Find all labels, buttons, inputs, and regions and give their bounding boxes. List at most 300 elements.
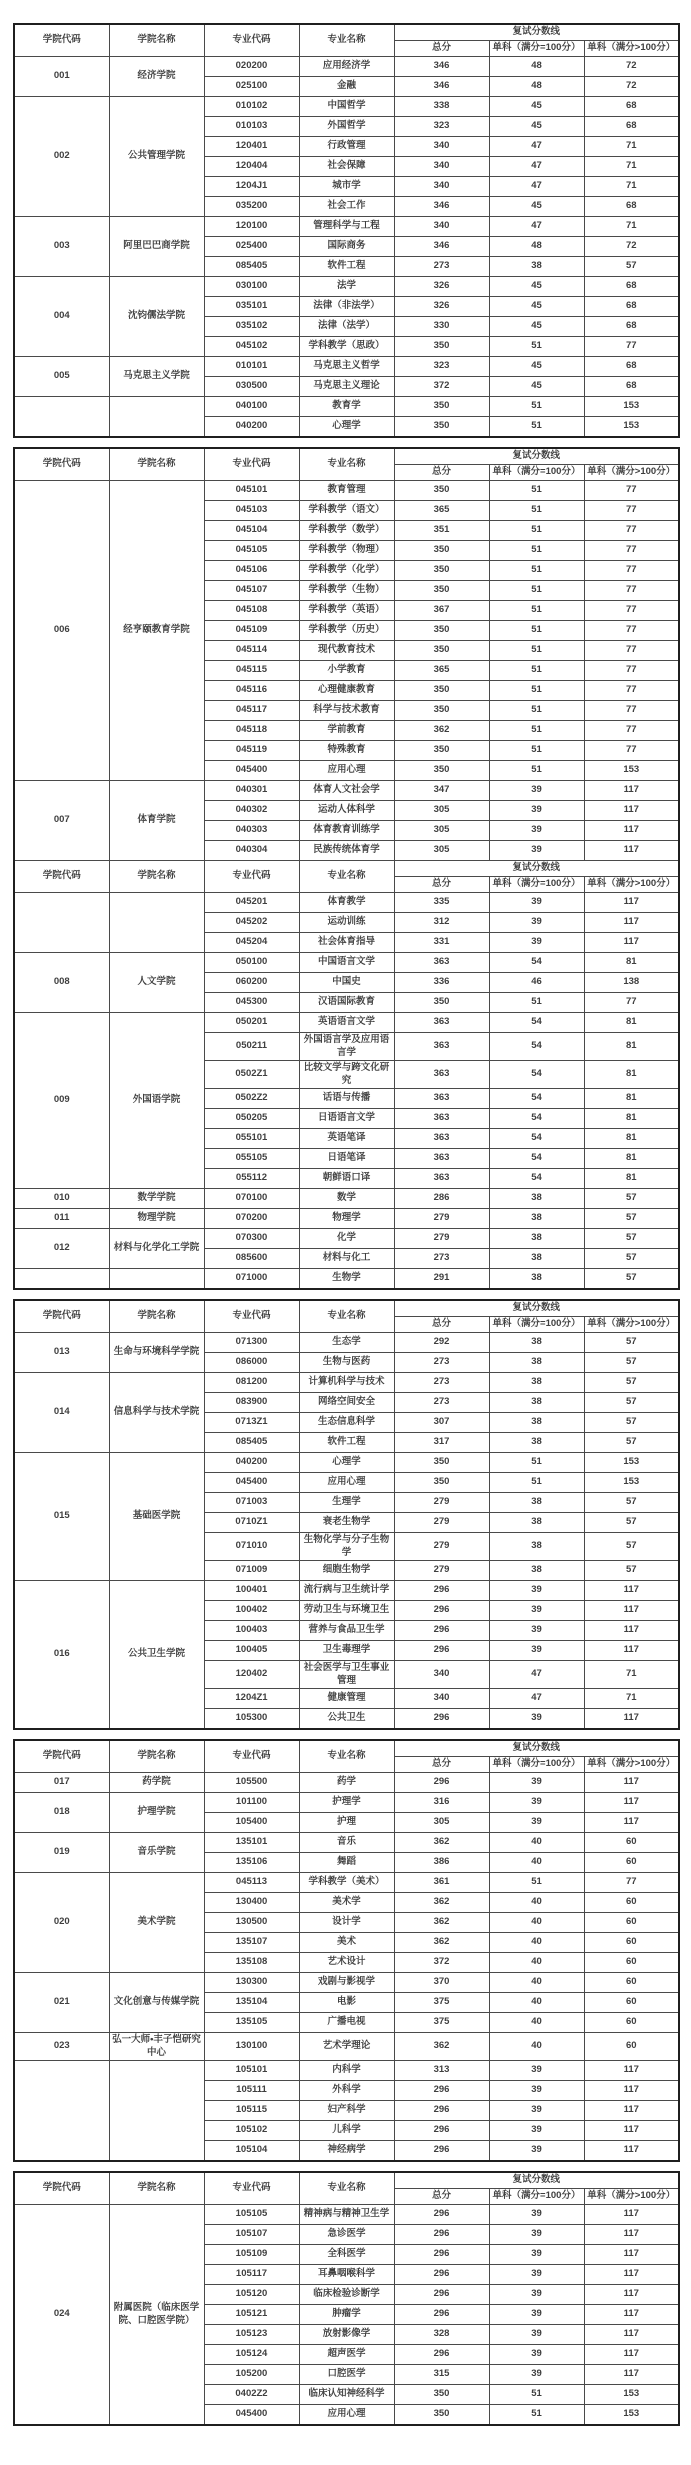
major-name-cell: 行政管理 <box>299 137 394 157</box>
major-code-cell: 105400 <box>204 1813 299 1833</box>
table-row <box>14 397 679 417</box>
major-code-cell: 105107 <box>204 2225 299 2245</box>
major-code-cell: 086000 <box>204 1353 299 1373</box>
major-name-cell: 电影 <box>299 1993 394 2013</box>
column-header-retest-line: 复试分数线 <box>394 2172 679 2189</box>
single-subject-gt100-cell: 57 <box>584 1493 679 1513</box>
column-header-major-name: 专业名称 <box>299 1740 394 1773</box>
single-subject-100-cell: 38 <box>489 1561 584 1581</box>
major-name-cell: 全科医学 <box>299 2245 394 2265</box>
major-name-cell: 急诊医学 <box>299 2225 394 2245</box>
single-subject-gt100-cell: 77 <box>584 561 679 581</box>
single-subject-100-cell: 40 <box>489 1913 584 1933</box>
single-subject-gt100-cell: 57 <box>584 1353 679 1373</box>
major-name-cell: 学科教学（生物） <box>299 581 394 601</box>
single-subject-100-cell: 54 <box>489 1109 584 1129</box>
single-subject-100-cell: 39 <box>489 2205 584 2225</box>
major-name-cell: 教育学 <box>299 397 394 417</box>
single-subject-gt100-cell: 77 <box>584 621 679 641</box>
major-code-cell: 135106 <box>204 1853 299 1873</box>
single-subject-100-cell: 38 <box>489 257 584 277</box>
single-subject-gt100-cell: 153 <box>584 761 679 781</box>
single-subject-100-cell: 39 <box>489 2285 584 2305</box>
total-score-cell: 296 <box>394 2141 489 2162</box>
major-code-cell: 135107 <box>204 1933 299 1953</box>
single-subject-gt100-cell: 117 <box>584 1813 679 1833</box>
single-subject-gt100-cell: 117 <box>584 2285 679 2305</box>
total-score-cell: 346 <box>394 77 489 97</box>
major-name-cell: 学科教学（物理） <box>299 541 394 561</box>
total-score-cell: 363 <box>394 1149 489 1169</box>
single-subject-100-cell: 48 <box>489 57 584 77</box>
column-header-major-name: 专业名称 <box>299 1300 394 1333</box>
table-row <box>14 277 679 297</box>
single-subject-100-cell: 51 <box>489 741 584 761</box>
score-table-block-3 <box>13 1299 680 1730</box>
total-score-cell: 296 <box>394 1641 489 1661</box>
college-code-cell: 012 <box>14 1229 109 1269</box>
single-subject-100-cell: 54 <box>489 1169 584 1189</box>
total-score-cell: 351 <box>394 521 489 541</box>
single-subject-100-cell: 45 <box>489 277 584 297</box>
major-code-cell: 1204J1 <box>204 177 299 197</box>
major-code-cell: 070300 <box>204 1229 299 1249</box>
table-row <box>14 2205 679 2225</box>
major-name-cell: 社会医学与卫生事业管理 <box>299 1661 394 1689</box>
single-subject-100-cell: 39 <box>489 1773 584 1793</box>
single-subject-gt100-cell: 117 <box>584 2061 679 2081</box>
total-score-cell: 305 <box>394 841 489 861</box>
single-subject-100-cell: 51 <box>489 701 584 721</box>
total-score-cell: 365 <box>394 661 489 681</box>
major-name-cell: 网络空间安全 <box>299 1393 394 1413</box>
single-subject-100-cell: 38 <box>489 1373 584 1393</box>
column-header-college-name: 学院名称 <box>109 24 204 57</box>
single-subject-gt100-cell: 81 <box>584 1129 679 1149</box>
major-name-cell: 金融 <box>299 77 394 97</box>
major-code-cell: 025400 <box>204 237 299 257</box>
major-code-cell: 120100 <box>204 217 299 237</box>
major-code-cell: 105123 <box>204 2325 299 2345</box>
single-subject-gt100-cell: 57 <box>584 1533 679 1561</box>
major-code-cell: 045204 <box>204 933 299 953</box>
college-name-cell: 马克思主义学院 <box>109 357 204 397</box>
major-name-cell: 运动训练 <box>299 913 394 933</box>
total-score-cell: 363 <box>394 1109 489 1129</box>
college-code-cell: 015 <box>14 1453 109 1581</box>
single-subject-gt100-cell: 72 <box>584 57 679 77</box>
college-name-cell: 药学院 <box>109 1773 204 1793</box>
major-code-cell: 045109 <box>204 621 299 641</box>
total-score-cell: 350 <box>394 397 489 417</box>
college-name-cell: 经亨颐教育学院 <box>109 481 204 781</box>
single-subject-gt100-cell: 153 <box>584 1453 679 1473</box>
single-subject-100-cell: 39 <box>489 2265 584 2285</box>
total-score-cell: 291 <box>394 1269 489 1290</box>
single-subject-100-cell: 47 <box>489 217 584 237</box>
major-code-cell: 040302 <box>204 801 299 821</box>
major-name-cell: 化学 <box>299 1229 394 1249</box>
score-table-block-4 <box>13 1739 680 2162</box>
total-score-cell: 296 <box>394 2245 489 2265</box>
major-code-cell: 045105 <box>204 541 299 561</box>
total-score-cell: 326 <box>394 277 489 297</box>
total-score-cell: 375 <box>394 1993 489 2013</box>
major-code-cell: 040200 <box>204 417 299 438</box>
major-code-cell: 050201 <box>204 1013 299 1033</box>
single-subject-100-cell: 45 <box>489 377 584 397</box>
major-code-cell: 105117 <box>204 2265 299 2285</box>
single-subject-gt100-cell: 57 <box>584 1229 679 1249</box>
single-subject-gt100-cell: 138 <box>584 973 679 993</box>
table-row <box>14 2061 679 2081</box>
major-name-cell: 话语与传播 <box>299 1089 394 1109</box>
header-row-top <box>14 861 679 877</box>
major-name-cell: 日语笔译 <box>299 1149 394 1169</box>
single-subject-100-cell: 39 <box>489 933 584 953</box>
total-score-cell: 363 <box>394 1089 489 1109</box>
major-code-cell: 105111 <box>204 2081 299 2101</box>
score-table-block-1 <box>13 23 680 438</box>
major-code-cell: 045117 <box>204 701 299 721</box>
single-subject-100-cell: 48 <box>489 237 584 257</box>
column-header-retest-line: 复试分数线 <box>394 861 679 877</box>
major-name-cell: 中国史 <box>299 973 394 993</box>
table-row <box>14 97 679 117</box>
header-row-top <box>14 448 679 465</box>
total-score-cell: 350 <box>394 581 489 601</box>
total-score-cell: 335 <box>394 893 489 913</box>
single-subject-100-cell: 39 <box>489 2081 584 2101</box>
column-header-college-name: 学院名称 <box>109 1740 204 1773</box>
total-score-cell: 317 <box>394 1433 489 1453</box>
single-subject-gt100-cell: 71 <box>584 1661 679 1689</box>
total-score-cell: 350 <box>394 481 489 501</box>
single-subject-gt100-cell: 117 <box>584 781 679 801</box>
major-name-cell: 学科教学（语文） <box>299 501 394 521</box>
major-name-cell: 舞蹈 <box>299 1853 394 1873</box>
single-subject-100-cell: 51 <box>489 417 584 438</box>
single-subject-gt100-cell: 77 <box>584 337 679 357</box>
total-score-cell: 340 <box>394 157 489 177</box>
major-code-cell: 045108 <box>204 601 299 621</box>
single-subject-100-cell: 40 <box>489 1953 584 1973</box>
major-name-cell: 耳鼻咽喉科学 <box>299 2265 394 2285</box>
major-code-cell: 0502Z2 <box>204 1089 299 1109</box>
column-header-retest-line: 复试分数线 <box>394 24 679 41</box>
single-subject-100-cell: 40 <box>489 1993 584 2013</box>
major-code-cell: 105300 <box>204 1709 299 1730</box>
single-subject-100-cell: 51 <box>489 581 584 601</box>
column-header-major-code: 专业代码 <box>204 1300 299 1333</box>
major-name-cell: 生物学 <box>299 1269 394 1290</box>
total-score-cell: 363 <box>394 1033 489 1061</box>
major-code-cell: 105500 <box>204 1773 299 1793</box>
major-name-cell: 学科教学（历史） <box>299 621 394 641</box>
table-row <box>14 953 679 973</box>
single-subject-100-cell: 47 <box>489 177 584 197</box>
single-subject-gt100-cell: 60 <box>584 1833 679 1853</box>
single-subject-100-cell: 45 <box>489 197 584 217</box>
major-name-cell: 护理 <box>299 1813 394 1833</box>
major-name-cell: 内科学 <box>299 2061 394 2081</box>
table-row <box>14 781 679 801</box>
single-subject-100-cell: 47 <box>489 1661 584 1689</box>
total-score-cell: 279 <box>394 1209 489 1229</box>
major-name-cell: 法律（非法学） <box>299 297 394 317</box>
single-subject-gt100-cell: 57 <box>584 257 679 277</box>
single-subject-gt100-cell: 77 <box>584 681 679 701</box>
college-name-cell: 外国语学院 <box>109 1013 204 1189</box>
column-header-total-score: 总分 <box>394 465 489 481</box>
column-header-total-score: 总分 <box>394 41 489 57</box>
total-score-cell: 296 <box>394 1709 489 1730</box>
major-name-cell: 应用心理 <box>299 1473 394 1493</box>
single-subject-100-cell: 54 <box>489 1013 584 1033</box>
major-code-cell: 120402 <box>204 1661 299 1689</box>
total-score-cell: 350 <box>394 1453 489 1473</box>
single-subject-100-cell: 40 <box>489 1893 584 1913</box>
major-name-cell: 口腔医学 <box>299 2365 394 2385</box>
major-name-cell: 外科学 <box>299 2081 394 2101</box>
single-subject-100-cell: 51 <box>489 993 584 1013</box>
single-subject-gt100-cell: 71 <box>584 177 679 197</box>
single-subject-100-cell: 54 <box>489 1033 584 1061</box>
single-subject-gt100-cell: 153 <box>584 2385 679 2405</box>
total-score-cell: 292 <box>394 1333 489 1353</box>
major-code-cell: 035101 <box>204 297 299 317</box>
major-code-cell: 0402Z2 <box>204 2385 299 2405</box>
single-subject-gt100-cell: 60 <box>584 2013 679 2033</box>
total-score-cell: 362 <box>394 1893 489 1913</box>
college-code-cell: 006 <box>14 481 109 781</box>
table-row <box>14 1209 679 1229</box>
total-score-cell: 330 <box>394 317 489 337</box>
total-score-cell: 350 <box>394 561 489 581</box>
single-subject-100-cell: 45 <box>489 117 584 137</box>
single-subject-gt100-cell: 57 <box>584 1333 679 1353</box>
single-subject-gt100-cell: 77 <box>584 581 679 601</box>
single-subject-100-cell: 39 <box>489 781 584 801</box>
single-subject-100-cell: 51 <box>489 1873 584 1893</box>
major-code-cell: 045104 <box>204 521 299 541</box>
single-subject-gt100-cell: 77 <box>584 541 679 561</box>
column-header-retest-line: 复试分数线 <box>394 1740 679 1757</box>
single-subject-100-cell: 39 <box>489 801 584 821</box>
total-score-cell: 279 <box>394 1493 489 1513</box>
column-header-total-score: 总分 <box>394 2189 489 2205</box>
single-subject-100-cell: 45 <box>489 297 584 317</box>
single-subject-gt100-cell: 153 <box>584 397 679 417</box>
single-subject-gt100-cell: 81 <box>584 1149 679 1169</box>
major-name-cell: 生态学 <box>299 1333 394 1353</box>
major-code-cell: 040100 <box>204 397 299 417</box>
major-code-cell: 055101 <box>204 1129 299 1149</box>
single-subject-100-cell: 38 <box>489 1189 584 1209</box>
major-name-cell: 汉语国际教育 <box>299 993 394 1013</box>
header-row-top <box>14 2172 679 2189</box>
table-row <box>14 1773 679 1793</box>
major-code-cell: 135105 <box>204 2013 299 2033</box>
single-subject-gt100-cell: 117 <box>584 1581 679 1601</box>
single-subject-gt100-cell: 77 <box>584 993 679 1013</box>
single-subject-gt100-cell: 117 <box>584 801 679 821</box>
major-code-cell: 135108 <box>204 1953 299 1973</box>
major-code-cell: 030500 <box>204 377 299 397</box>
single-subject-100-cell: 38 <box>489 1513 584 1533</box>
single-subject-gt100-cell: 117 <box>584 2101 679 2121</box>
total-score-cell: 350 <box>394 1473 489 1493</box>
table-row <box>14 1333 679 1353</box>
major-name-cell: 生物与医药 <box>299 1353 394 1373</box>
major-code-cell: 045115 <box>204 661 299 681</box>
total-score-cell: 386 <box>394 1853 489 1873</box>
major-name-cell: 美术学 <box>299 1893 394 1913</box>
single-subject-gt100-cell: 60 <box>584 1853 679 1873</box>
table-row <box>14 1581 679 1601</box>
major-code-cell: 010103 <box>204 117 299 137</box>
major-code-cell: 071003 <box>204 1493 299 1513</box>
single-subject-100-cell: 39 <box>489 2121 584 2141</box>
total-score-cell: 375 <box>394 2013 489 2033</box>
total-score-cell: 350 <box>394 2405 489 2426</box>
table-row <box>14 2033 679 2061</box>
major-code-cell: 105105 <box>204 2205 299 2225</box>
total-score-cell: 340 <box>394 217 489 237</box>
major-name-cell: 学科教学（美术） <box>299 1873 394 1893</box>
total-score-cell: 362 <box>394 721 489 741</box>
major-code-cell: 045400 <box>204 1473 299 1493</box>
major-code-cell: 085405 <box>204 257 299 277</box>
college-code-cell: 001 <box>14 57 109 97</box>
single-subject-gt100-cell: 117 <box>584 2345 679 2365</box>
single-subject-gt100-cell: 57 <box>584 1413 679 1433</box>
major-name-cell: 马克思主义理论 <box>299 377 394 397</box>
single-subject-gt100-cell: 117 <box>584 1621 679 1641</box>
major-name-cell: 超声医学 <box>299 2345 394 2365</box>
college-code-cell: 004 <box>14 277 109 357</box>
total-score-cell: 296 <box>394 1581 489 1601</box>
college-name-cell: 阿里巴巴商学院 <box>109 217 204 277</box>
major-code-cell: 060200 <box>204 973 299 993</box>
total-score-cell: 350 <box>394 761 489 781</box>
single-subject-gt100-cell: 60 <box>584 1953 679 1973</box>
major-name-cell: 心理学 <box>299 417 394 438</box>
single-subject-gt100-cell: 81 <box>584 1109 679 1129</box>
column-header-major-code: 专业代码 <box>204 1740 299 1773</box>
major-name-cell: 药学 <box>299 1773 394 1793</box>
major-name-cell: 教育管理 <box>299 481 394 501</box>
major-name-cell: 国际商务 <box>299 237 394 257</box>
major-code-cell: 105200 <box>204 2365 299 2385</box>
single-subject-100-cell: 45 <box>489 317 584 337</box>
total-score-cell: 336 <box>394 973 489 993</box>
single-subject-100-cell: 39 <box>489 2101 584 2121</box>
major-code-cell: 050100 <box>204 953 299 973</box>
single-subject-gt100-cell: 57 <box>584 1189 679 1209</box>
college-name-cell: 生命与环境科学学院 <box>109 1333 204 1373</box>
single-subject-100-cell: 39 <box>489 2325 584 2345</box>
single-subject-100-cell: 45 <box>489 97 584 117</box>
column-header-college-code: 学院代码 <box>14 448 109 481</box>
total-score-cell: 315 <box>394 2365 489 2385</box>
single-subject-100-cell: 40 <box>489 1833 584 1853</box>
single-subject-gt100-cell: 68 <box>584 277 679 297</box>
major-code-cell: 085405 <box>204 1433 299 1453</box>
single-subject-100-cell: 39 <box>489 1581 584 1601</box>
major-name-cell: 学科教学（化学） <box>299 561 394 581</box>
single-subject-gt100-cell: 71 <box>584 217 679 237</box>
total-score-cell: 340 <box>394 1661 489 1689</box>
college-name-cell: 附属医院（临床医学院、口腔医学院） <box>109 2205 204 2426</box>
college-code-cell <box>14 397 109 438</box>
major-code-cell: 025100 <box>204 77 299 97</box>
total-score-cell: 273 <box>394 257 489 277</box>
major-name-cell: 马克思主义哲学 <box>299 357 394 377</box>
total-score-cell: 350 <box>394 417 489 438</box>
column-header-single-subject-100: 单科（满分=100分） <box>489 465 584 481</box>
total-score-cell: 273 <box>394 1249 489 1269</box>
major-name-cell: 中国哲学 <box>299 97 394 117</box>
college-name-cell: 护理学院 <box>109 1793 204 1833</box>
major-code-cell: 130300 <box>204 1973 299 1993</box>
major-code-cell: 045300 <box>204 993 299 1013</box>
single-subject-gt100-cell: 81 <box>584 1169 679 1189</box>
table-row <box>14 1793 679 1813</box>
single-subject-100-cell: 47 <box>489 157 584 177</box>
major-code-cell: 010102 <box>204 97 299 117</box>
college-code-cell: 016 <box>14 1581 109 1730</box>
major-code-cell: 070200 <box>204 1209 299 1229</box>
score-table-container <box>13 23 678 2426</box>
college-code-cell: 003 <box>14 217 109 277</box>
major-code-cell: 071300 <box>204 1333 299 1353</box>
single-subject-gt100-cell: 117 <box>584 2225 679 2245</box>
major-code-cell: 045101 <box>204 481 299 501</box>
column-header-college-code: 学院代码 <box>14 2172 109 2205</box>
major-name-cell: 特殊教育 <box>299 741 394 761</box>
major-code-cell: 105109 <box>204 2245 299 2265</box>
total-score-cell: 296 <box>394 2101 489 2121</box>
single-subject-100-cell: 51 <box>489 661 584 681</box>
single-subject-100-cell: 51 <box>489 2385 584 2405</box>
total-score-cell: 273 <box>394 1373 489 1393</box>
single-subject-gt100-cell: 81 <box>584 1061 679 1089</box>
single-subject-gt100-cell: 117 <box>584 1601 679 1621</box>
single-subject-gt100-cell: 60 <box>584 1913 679 1933</box>
major-name-cell: 软件工程 <box>299 1433 394 1453</box>
major-name-cell: 中国语言文学 <box>299 953 394 973</box>
single-subject-gt100-cell: 57 <box>584 1209 679 1229</box>
single-subject-100-cell: 39 <box>489 2345 584 2365</box>
total-score-cell: 350 <box>394 337 489 357</box>
single-subject-gt100-cell: 77 <box>584 701 679 721</box>
total-score-cell: 362 <box>394 2033 489 2061</box>
major-code-cell: 130400 <box>204 1893 299 1913</box>
single-subject-gt100-cell: 117 <box>584 821 679 841</box>
table-row <box>14 893 679 913</box>
college-name-cell: 沈钧儒法学院 <box>109 277 204 357</box>
major-name-cell: 英语笔译 <box>299 1129 394 1149</box>
major-name-cell: 民族传统体育学 <box>299 841 394 861</box>
total-score-cell: 350 <box>394 993 489 1013</box>
total-score-cell: 350 <box>394 621 489 641</box>
single-subject-gt100-cell: 68 <box>584 317 679 337</box>
column-header-college-code: 学院代码 <box>14 861 109 893</box>
table-row <box>14 217 679 237</box>
total-score-cell: 350 <box>394 2385 489 2405</box>
single-subject-100-cell: 51 <box>489 501 584 521</box>
